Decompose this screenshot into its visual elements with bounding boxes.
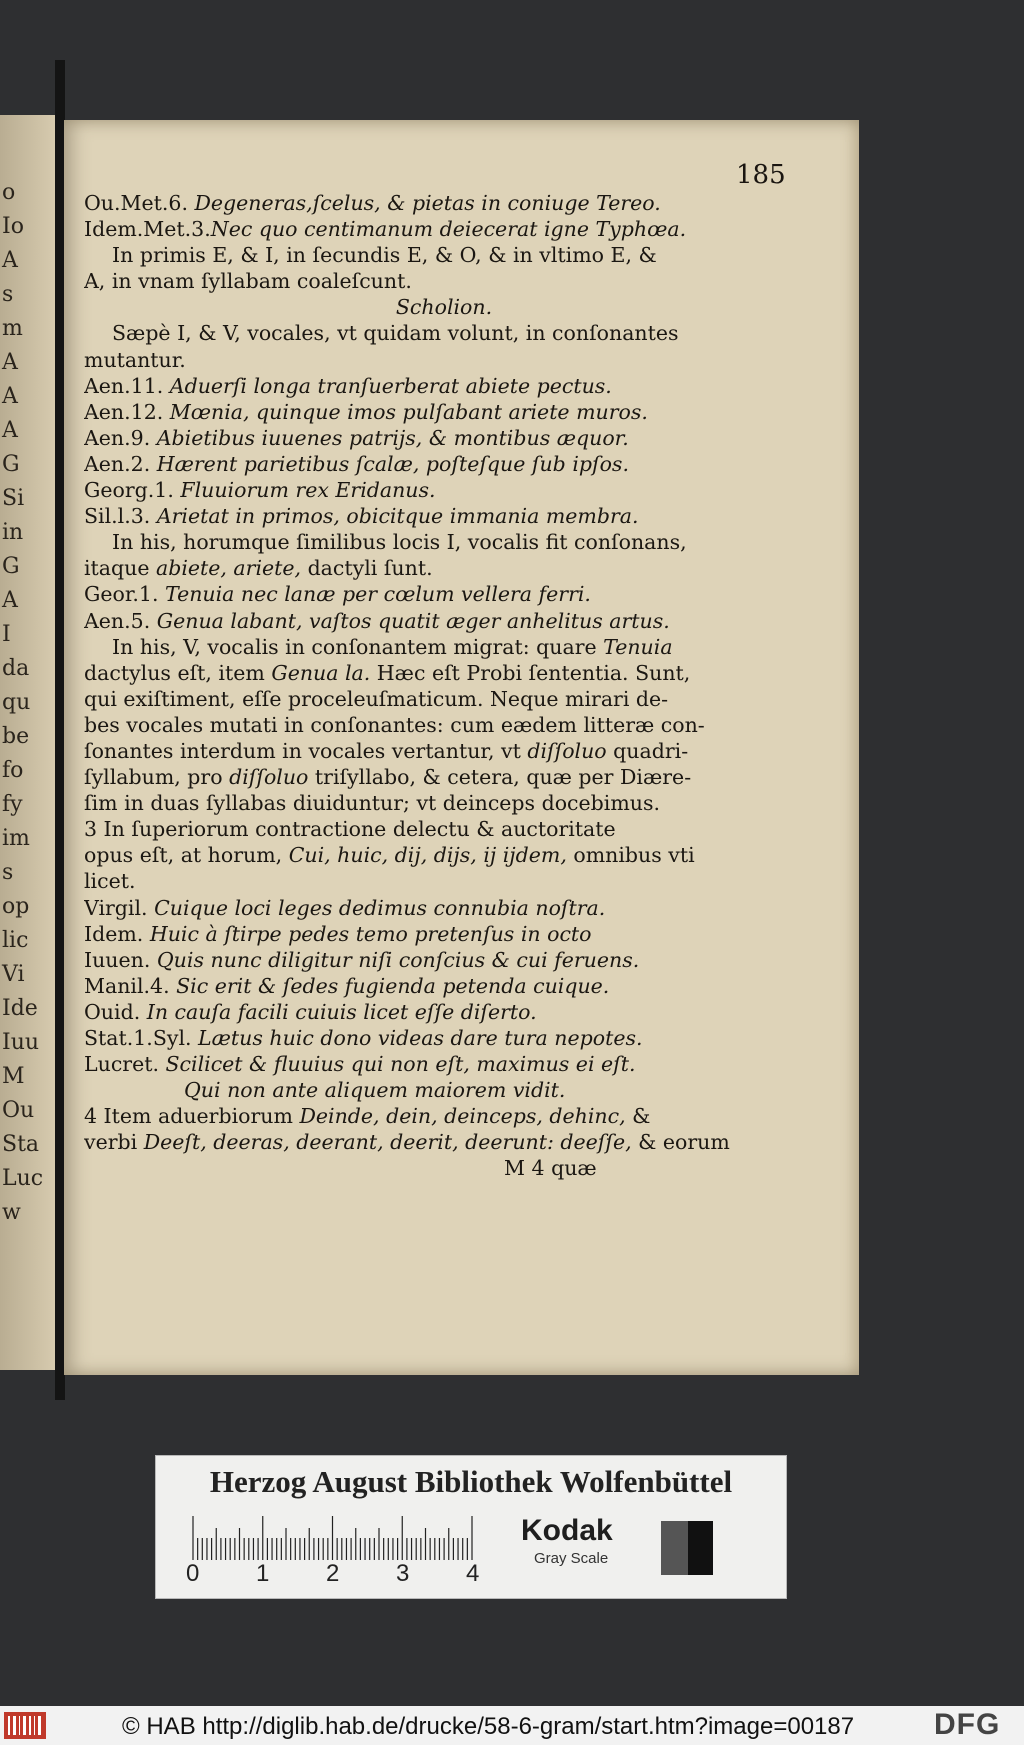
italic-quote: Scholion. [395, 295, 493, 320]
text-line [84, 216, 804, 242]
previous-page-fragment: Io [2, 214, 24, 239]
italic-quote: Mœnia, quinque imos pulſabant ariete muros. [169, 399, 648, 424]
roman-text: Virgil. [84, 895, 155, 920]
italic-quote: Lætus huic dono videas dare tura nepotes. [198, 1026, 643, 1050]
text-line [84, 190, 804, 216]
roman-text: Aen.9. [84, 425, 157, 450]
previous-page-fragment: I [2, 622, 11, 647]
ruler-number: 0 [186, 1560, 200, 1587]
italic-quote: Quis nunc diligitur niſi conſcius & cui feruens. [156, 947, 640, 972]
text-line [84, 634, 804, 660]
previous-page-fragment: A [2, 350, 18, 375]
italic-quote: Hærent parietibus ſcalæ, poſteſque ſub ipſos. [156, 451, 629, 476]
previous-page-fragment: Sta [2, 1132, 40, 1157]
italic-quote: Huic à ſtirpe pedes temo pretenſus in octo [149, 921, 592, 946]
italic-quote: Scilicet & fluuius qui non eſt, maximus ei eſt. [165, 1052, 636, 1077]
roman-text: 3 In ſuperiorum contractione delectu & auctoritate [84, 817, 616, 842]
color-calibration-card [155, 1455, 787, 1599]
ruler-number: 3 [396, 1560, 410, 1587]
roman-text: Geor.1. [84, 582, 165, 607]
roman-text: dactylus eſt, item [84, 660, 272, 685]
roman-text: Stat.1.Syl. [84, 1026, 199, 1050]
text-line [84, 895, 804, 921]
roman-text: 4 Item aduerbiorum [84, 1104, 300, 1129]
text-line [84, 399, 804, 425]
previous-page-fragment: A [2, 384, 18, 409]
italic-quote: Genua labant, vaſtos quatit æger anhelitus artus. [156, 608, 670, 633]
italic-quote: abiete, ariete, [156, 556, 302, 581]
roman-text: Aen.12. [84, 399, 170, 424]
roman-text: Aen.2. [84, 451, 157, 476]
text-line [84, 555, 804, 581]
previous-page-fragment: s [2, 282, 14, 307]
text-line [84, 242, 804, 268]
previous-page-fragment: Vi [2, 962, 25, 987]
library-name: Herzog August Bibliothek Wolfenbüttel [209, 1464, 733, 1499]
text-line [84, 608, 804, 634]
previous-page-fragment: s [2, 860, 14, 885]
roman-text: Manil.4. [84, 973, 177, 998]
previous-page-fragment: A [2, 588, 18, 613]
roman-text: Ou.Met.6. [84, 191, 195, 215]
roman-text: omnibus vti [566, 843, 695, 868]
text-line [84, 477, 804, 503]
previous-page-fragment: qu [2, 690, 31, 715]
previous-page-fragment: be [2, 724, 30, 749]
previous-page-fragment: lic [2, 928, 29, 953]
text-line [84, 921, 804, 947]
roman-text: & eorum [631, 1130, 730, 1155]
text-line [84, 1051, 804, 1077]
previous-page-fragment: im [2, 826, 30, 851]
roman-text: In his, horumque ſimilibus locis I, vocalis fit conſonans, [112, 530, 687, 555]
previous-page-fragment: A [2, 248, 18, 273]
previous-page-fragment: op [2, 894, 30, 919]
roman-text: Aen.11. [84, 373, 170, 398]
roman-text: Sæpè I, & V, vocales, vt quidam volunt, in conſonantes [112, 321, 679, 346]
roman-text: dactyli ſunt. [301, 556, 433, 581]
text-line [84, 660, 804, 686]
roman-text: & [625, 1104, 651, 1129]
ruler-number: 4 [466, 1560, 480, 1587]
roman-text: M 4 quæ [504, 1156, 597, 1181]
previous-page-fragment: Si [2, 486, 25, 511]
previous-page-fragment: Ide [2, 996, 38, 1021]
previous-page-fragment: da [2, 656, 30, 681]
italic-quote: Deinde, dein, deinceps, dehinc, [299, 1104, 626, 1129]
roman-text: In his, V, vocalis in conſonantem migrat: quare [112, 634, 604, 659]
text-line [84, 712, 804, 738]
roman-text: ſonantes interdum in vocales vertantur, vt [84, 738, 528, 763]
text-line [84, 503, 804, 529]
italic-quote: Fluuiorum rex Eridanus. [180, 478, 436, 503]
roman-text: Sil.l.3. [84, 504, 157, 529]
italic-quote: Tenuia nec lanæ per cœlum vellera ferri. [165, 582, 591, 607]
previous-page-fragment: Luc [2, 1166, 44, 1191]
previous-page-fragment: o [2, 180, 16, 205]
italic-quote: Cuique loci leges dedimus connubia noſtra. [154, 895, 606, 920]
roman-text: ſim in duas ſyllabas diuiduntur; vt deinceps docebimus. [84, 791, 661, 816]
previous-page-fragment: Iuu [2, 1030, 40, 1055]
text-line [84, 373, 804, 399]
italic-quote: Nec quo centimanum deiecerat igne Typhœa. [210, 217, 687, 242]
roman-text: Hæc eſt Probi ſententia. Sunt, [370, 660, 691, 685]
roman-text: Iuuen. [84, 947, 157, 972]
text-line [84, 294, 804, 320]
roman-text: Idem.Met.3. [84, 217, 211, 242]
black-swatch [688, 1521, 713, 1575]
italic-quote: Qui non ante aliquem maiorem vidit. [184, 1078, 566, 1103]
previous-page-fragment: w [2, 1200, 21, 1225]
text-line [84, 816, 804, 842]
italic-quote: In cauſa facili cuiuis licet eſſe diſerto. [146, 999, 537, 1024]
dfg-logo: DFG [934, 1708, 1001, 1741]
text-line [84, 790, 804, 816]
roman-text: Ouid. [84, 999, 147, 1024]
barcode-icon [4, 1712, 46, 1739]
text-line [84, 764, 804, 790]
italic-quote: Sic erit & ſedes fugienda petenda cuique. [176, 973, 610, 998]
roman-text: Lucret. [84, 1052, 166, 1077]
gray-scale-label: Gray Scale [534, 1550, 609, 1567]
roman-text: licet. [84, 869, 136, 894]
previous-page-fragment: Ou [2, 1098, 35, 1123]
italic-quote: Genua la. [271, 660, 371, 685]
previous-page-edge [0, 115, 58, 1370]
previous-page-fragment: m [2, 316, 23, 341]
text-line [84, 1103, 804, 1129]
text-line [84, 451, 804, 477]
text-line [84, 947, 804, 973]
text-line [84, 347, 804, 373]
text-line [84, 973, 804, 999]
text-line [84, 1077, 804, 1103]
italic-quote: diſſoluo [527, 738, 607, 763]
text-line [84, 842, 804, 868]
roman-text: Georg.1. [84, 478, 181, 503]
ruler-number: 1 [256, 1560, 270, 1587]
ruler-scale [191, 1514, 491, 1560]
page-number: 185 [736, 160, 786, 190]
italic-quote: Degeneras,ſcelus, & pietas in coniuge Tereo. [194, 191, 661, 215]
catchword-line [84, 1155, 804, 1181]
roman-text: verbi [84, 1130, 144, 1155]
previous-page-fragment: fy [2, 792, 23, 817]
source-link[interactable]: © HAB http://diglib.hab.de/drucke/58-6-gram/start.htm?image=00187 [122, 1713, 855, 1740]
roman-text: mutantur. [84, 347, 186, 372]
roman-text: quadri- [606, 738, 689, 763]
text-line [84, 268, 804, 294]
italic-quote: Abietibus iuuenes patrijs, & montibus æquor. [156, 425, 629, 450]
italic-quote: Deeſt, deeras, deerant, deerit, deerunt: deeſſe, [143, 1130, 632, 1155]
previous-page-fragment: fo [2, 758, 24, 783]
previous-page-fragment: M [2, 1064, 25, 1089]
roman-text: qui exiſtiment, eſſe proceleuſmaticum. Neque mirari de- [84, 686, 669, 711]
italic-quote: Tenuia [603, 634, 673, 659]
text-line [84, 738, 804, 764]
text-line [84, 1025, 804, 1051]
roman-text: itaque [84, 556, 156, 581]
italic-quote: diſſoluo [229, 765, 309, 790]
text-line [84, 868, 804, 894]
text-line [84, 686, 804, 712]
italic-quote: Cui, huic, dij, dijs, ij ijdem, [288, 843, 567, 868]
kodak-logo: Kodak [521, 1514, 613, 1547]
page-text [84, 190, 804, 1182]
roman-text: Aen.5. [84, 608, 157, 633]
previous-page-fragment: in [2, 520, 24, 545]
roman-text: Idem. [84, 921, 150, 946]
book-page [64, 120, 859, 1375]
previous-page-fragment: G [2, 554, 20, 579]
roman-text: bes vocales mutati in conſonantes: cum eædem litteræ con- [84, 712, 705, 737]
text-line [84, 999, 804, 1025]
roman-text: ſyllabum, pro [84, 765, 230, 790]
italic-quote: Aduerſi longa tranſuerberat abiete pectus. [169, 373, 612, 398]
text-line [84, 529, 804, 555]
roman-text: opus eſt, at horum, [84, 843, 289, 868]
footer-bar [0, 1706, 1024, 1745]
italic-quote: Arietat in primos, obicitque immania membra. [156, 504, 639, 529]
text-line [84, 320, 804, 346]
ruler-number: 2 [326, 1560, 340, 1587]
previous-page-fragment: G [2, 452, 20, 477]
text-line [84, 1129, 804, 1155]
text-line [84, 425, 804, 451]
roman-text: triſyllabo, & cetera, quæ per Diære- [308, 765, 692, 790]
previous-page-fragment: A [2, 418, 18, 443]
text-line [84, 581, 804, 607]
roman-text: A, in vnam ſyllabam coaleſcunt. [84, 269, 412, 294]
roman-text: In primis E, & I, in ſecundis E, & O, & in vltimo E, & [112, 243, 657, 268]
